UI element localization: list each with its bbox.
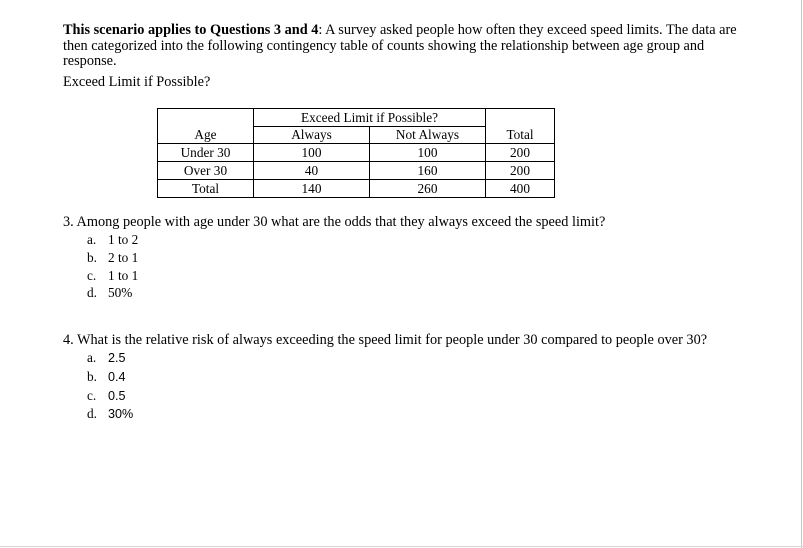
col-header-not-always: Not Always [370,127,486,144]
group-header: Exceed Limit if Possible? [254,109,486,127]
cell: 100 [254,144,370,162]
table-row [158,162,555,180]
cell: 160 [370,162,486,180]
page-right-edge [801,0,802,548]
page-bottom-edge [0,546,803,547]
option: a. 1 to 2 [87,232,139,247]
option: d. 30% [87,406,134,422]
question-3: 3. Among people with age under 30 what are the odds that they always exceed the speed limit? [63,214,606,230]
option: b. 0.4 [87,368,126,384]
scenario-text: : A survey asked people how often they exceed speed limits. The data are then categorized into the following contingency table of counts showing the relationship between age group and response. [63,22,737,69]
cell: 140 [254,180,370,198]
table-row [158,180,555,198]
age-header-top [158,109,254,127]
col-header-always: Always [254,127,370,144]
cell: 400 [486,180,555,198]
scenario-intro [63,23,753,70]
table-row [158,144,555,162]
option: c. 0.5 [87,387,126,403]
contingency-table [157,108,555,198]
col-header-total: Total [486,127,555,144]
total-header-top [486,109,555,127]
cell: 260 [370,180,486,198]
cell: 200 [486,162,555,180]
option: b. 2 to 1 [87,249,139,265]
row-label: Total [158,180,254,198]
col-header-age: Age [158,127,254,144]
question-3-options [87,231,138,302]
row-label: Under 30 [158,144,254,162]
cell: 100 [370,144,486,162]
table-subtitle: Exceed Limit if Possible? [63,74,211,90]
question-4: 4. What is the relative risk of always exceeding the speed limit for people under 30 compared to people over 30? [63,332,708,348]
cell: 40 [254,162,370,180]
cell: 200 [486,144,555,162]
option: d. 50% [87,285,133,301]
option: a. 2.5 [87,350,126,365]
option: c. 1 to 1 [87,267,139,283]
question-4-options [87,349,133,424]
row-label: Over 30 [158,162,254,180]
scenario-bold-prefix: This scenario applies to Questions 3 and 4 [63,22,319,38]
